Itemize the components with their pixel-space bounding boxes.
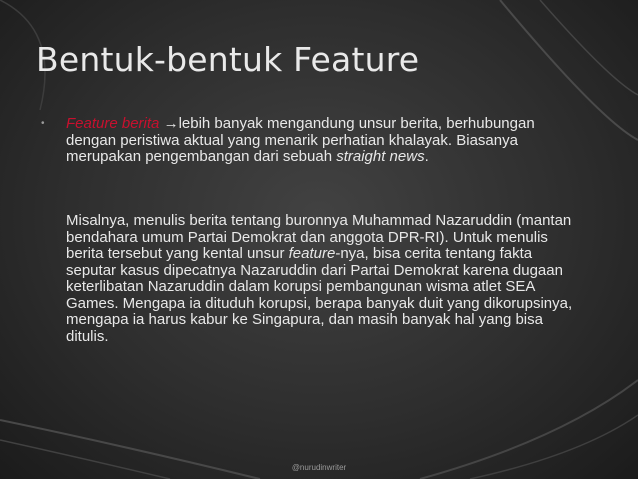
bullet-marker: •: [41, 118, 45, 129]
highlight-term: Feature berita: [66, 115, 160, 132]
paragraph-feature-berita: [66, 116, 586, 166]
paragraph1-text-a: lebih banyak mengandung unsur berita, berhubungan dengan peristiwa aktual yang menarik perhatian khalayak. Biasanya merupakan pengembangan dari sebuah: [66, 115, 535, 165]
footer-credit: @nurudinwriter: [291, 463, 347, 472]
slide-title: Bentuk-bentuk Feature: [36, 40, 420, 79]
paragraph2-text-b: -nya, bisa cerita tentang fakta seputar kasus dipecatnya Nazaruddin dari Partai Demokrat karena dugaan keterlibatan Nazaruddin dalam korupsi pembangunan wisma atlet SEA Games. Mengapa ia dituduh korupsi, berapa banyak duit yang dikorupsinya, mengapa ia harus kabur ke Singapura, dan masih banyak hal yang bisa ditulis.: [66, 245, 573, 345]
paragraph2-italic: feature: [288, 245, 336, 262]
arrow-icon: →: [163, 115, 179, 132]
paragraph-example: [66, 213, 586, 345]
paragraph1-italic: straight news: [336, 148, 425, 165]
paragraph1-text-b: .: [424, 148, 429, 165]
paragraph2-text-a: Misalnya, menulis berita tentang buronnya Muhammad Nazaruddin (mantan bendahara umum Partai Demokrat dan anggota DPR-RI). Untuk menulis berita tersebut yang kental unsur: [66, 212, 572, 262]
